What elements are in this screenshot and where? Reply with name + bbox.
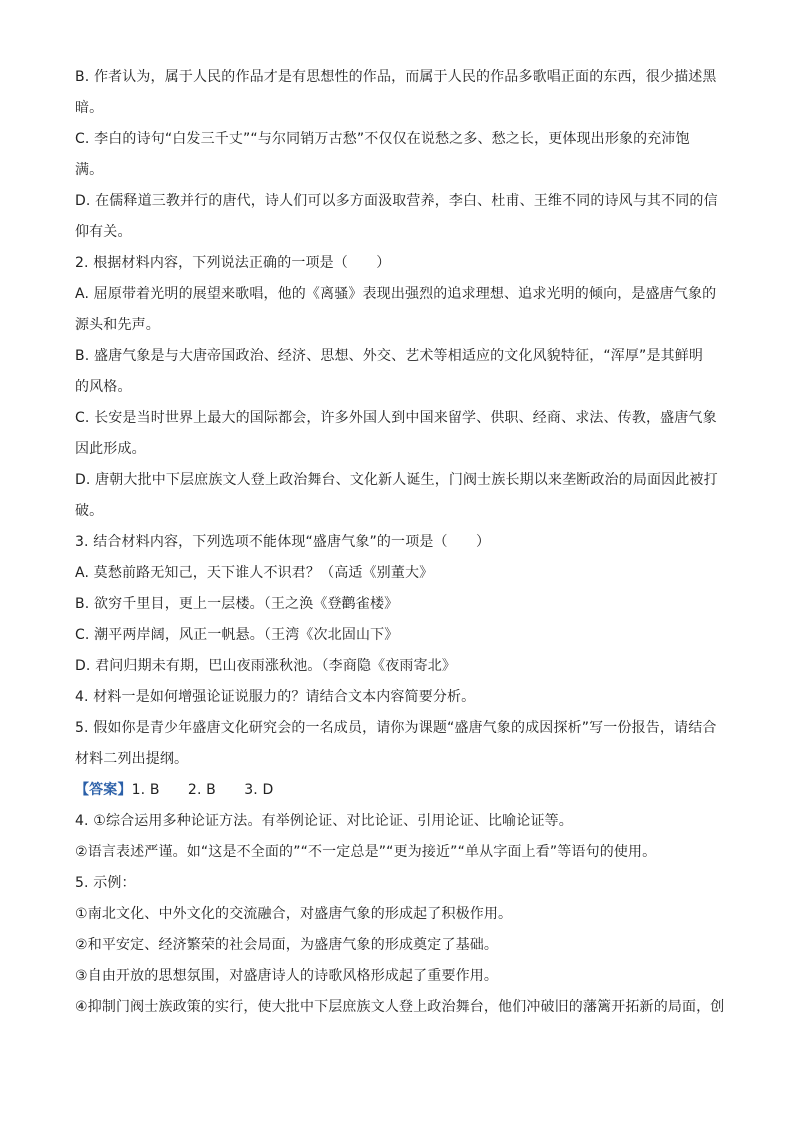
answer-4-line-2: ②语言表述严谨。如“这是不全面的”“不一定总是”“更为接近”“单从字面上看”等语句的使用。 <box>75 844 657 860</box>
answer-5-point-1: ①南北文化、中外文化的交流融合，对盛唐气象的形成起了积极作用。 <box>75 906 513 922</box>
answer-4-line-1: 4. ①综合运用多种论证方法。有举例论证、对比论证、引用论证、比喻论证等。 <box>75 813 573 829</box>
q5-stem-line-2: 材料二列出提纲。 <box>75 751 189 767</box>
answer-5-intro: 5. 示例： <box>75 875 136 891</box>
answer-tag: 【答案】 <box>75 782 132 798</box>
answer-line <box>75 780 735 800</box>
q2-option-d-line-2: 破。 <box>75 503 104 519</box>
answer-5-point-4: ④抑制门阀士族政策的实行，使大批中下层庶族文人登上政治舞台，他们冲破旧的藩篱开拓新的局面，创 <box>75 999 725 1015</box>
answer-5-point-3: ③自由开放的思想氛围，对盛唐诗人的诗歌风格形成起了重要作用。 <box>75 968 499 984</box>
q3-option-b: B. 欲穷千里目，更上一层楼。（王之涣《登鹳雀楼》 <box>75 596 399 612</box>
q3-stem: 3. 结合材料内容，下列选项不能体现“盛唐气象”的一项是（ ） <box>75 534 491 550</box>
q1-option-b-line-1: B. 作者认为，属于人民的作品才是有思想性的作品，而属于人民的作品多歌唱正面的东西，很少描述黑 <box>75 69 717 85</box>
q3-option-a: A. 莫愁前路无知己，天下谁人不识君？（高适《别董大》 <box>75 565 434 581</box>
q1-option-d-line-1: D. 在儒释道三教并行的唐代，诗人们可以多方面汲取营养，李白、杜甫、王维不同的诗风与其不同的信 <box>75 193 718 209</box>
q2-option-c-line-2: 因此形成。 <box>75 441 146 457</box>
q2-option-a-line-2: 源头和先声。 <box>75 317 160 333</box>
q4-stem: 4. 材料一是如何增强论证说服力的？请结合文本内容简要分析。 <box>75 689 476 705</box>
q1-option-b-line-2: 暗。 <box>75 100 104 116</box>
q2-option-b-line-1: B. 盛唐气象是与大唐帝国政治、经济、思想、外交、艺术等相适应的文化风貌特征，“浑厚”是其鲜明 <box>75 348 704 364</box>
q1-option-c-line-1: C. 李白的诗句“白发三千丈”“与尔同销万古愁”不仅仅在说愁之多、愁之长，更体现出形象的充沛饱 <box>75 131 690 147</box>
q2-option-d-line-1: D. 唐朝大批中下层庶族文人登上政治舞台、文化新人诞生，门阀士族长期以来垄断政治的局面因此被打 <box>75 472 718 488</box>
q3-option-c: C. 潮平两岸阔，风正一帆悬。（王湾《次北固山下》 <box>75 627 399 643</box>
q2-option-c-line-1: C. 长安是当时世界上最大的国际都会，许多外国人到中国来留学、供职、经商、求法、传教，盛唐气象 <box>75 410 717 426</box>
answer-multiple-choice: 1. B 2. B 3. D <box>131 782 274 798</box>
q2-option-b-line-2: 的风格。 <box>75 379 132 395</box>
q1-option-c-line-2: 满。 <box>75 162 104 178</box>
answer-5-point-2: ②和平安定、经济繁荣的社会局面，为盛唐气象的形成奠定了基础。 <box>75 937 499 953</box>
q1-option-d-line-2: 仰有关。 <box>75 224 132 240</box>
q2-option-a-line-1: A. 屈原带着光明的展望来歌唱，他的《离骚》表现出强烈的追求理想、追求光明的倾向，是盛唐气象的 <box>75 286 717 302</box>
q3-option-d: D. 君问归期未有期，巴山夜雨涨秋池。（李商隐《夜雨寄北》 <box>75 658 457 674</box>
q2-stem: 2. 根据材料内容，下列说法正确的一项是（ ） <box>75 255 391 271</box>
q5-stem-line-1: 5. 假如你是青少年盛唐文化研究会的一名成员，请你为课题“盛唐气象的成因探析”写一份报告，请结合 <box>75 720 717 736</box>
